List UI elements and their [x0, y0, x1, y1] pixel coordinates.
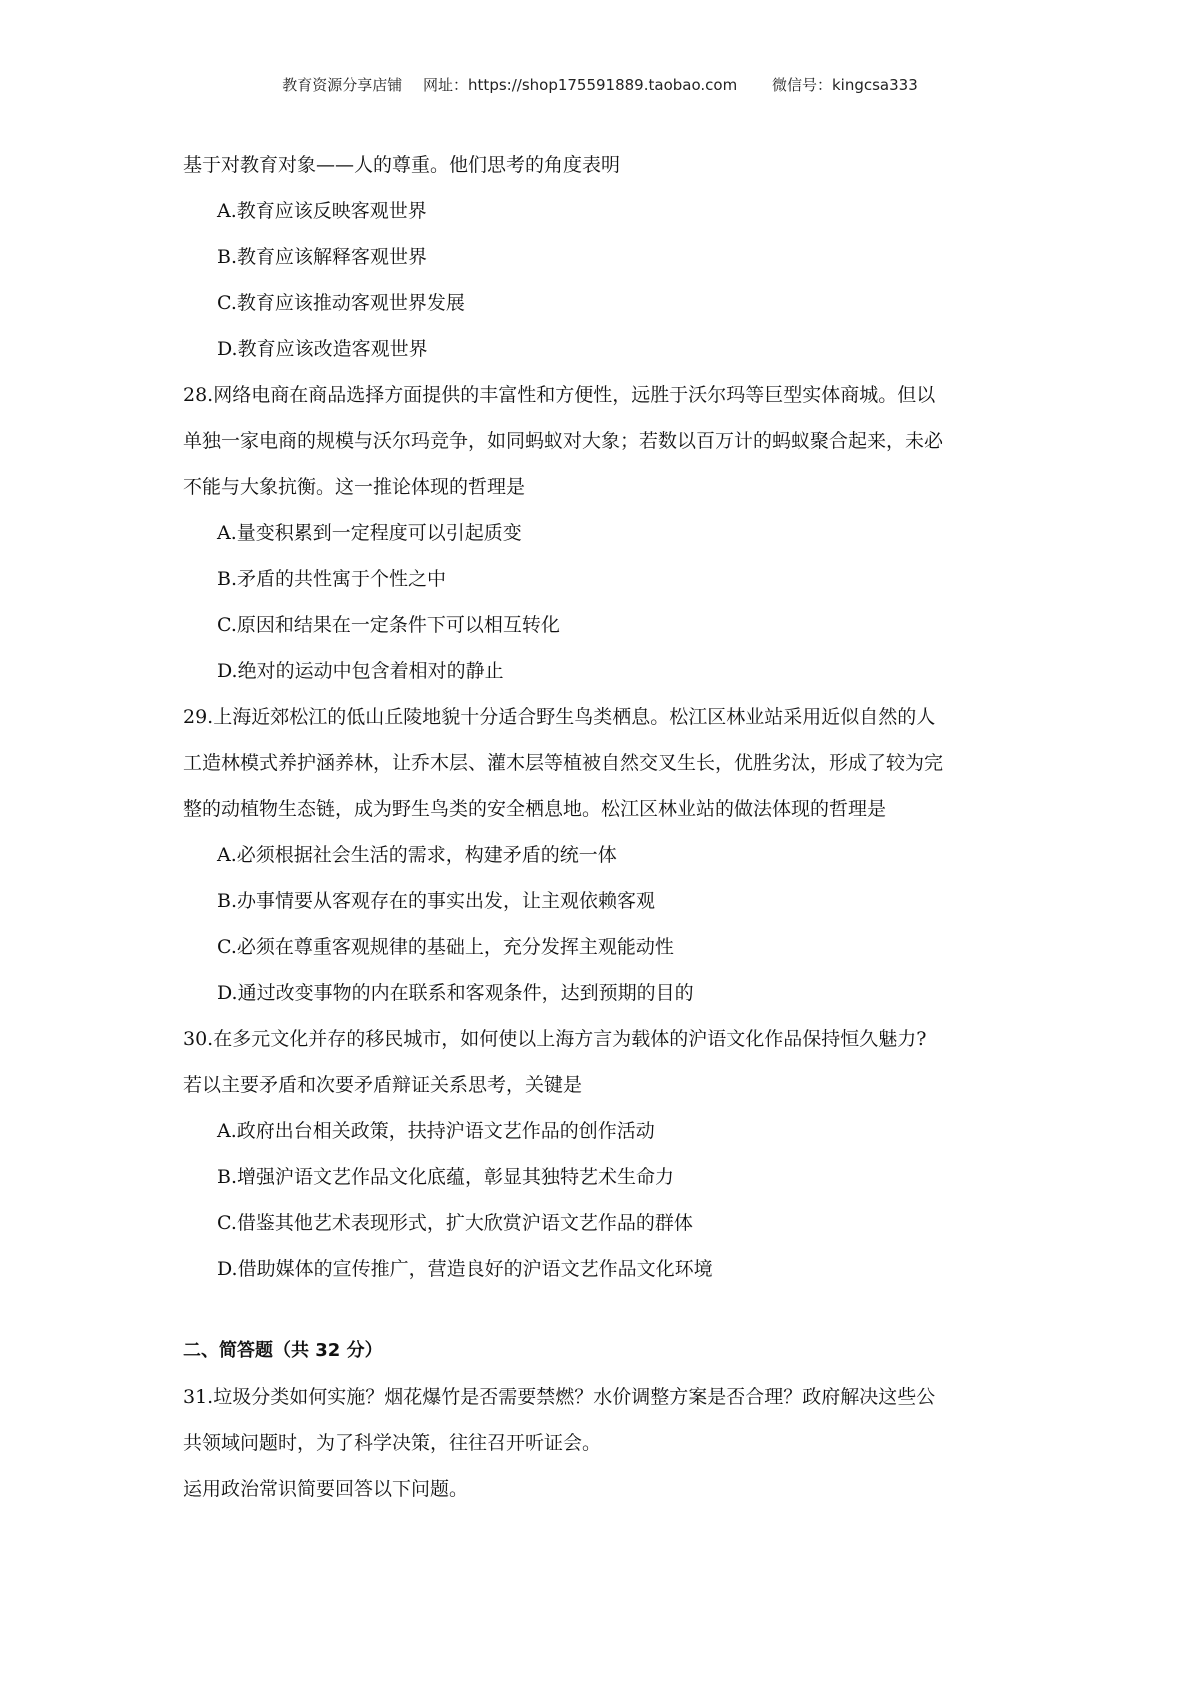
q31-line-2: 共领域问题时，为了科学决策，往往召开听证会。	[183, 1432, 602, 1454]
q28-option-d: D.绝对的运动中包含着相对的静止	[217, 660, 504, 682]
q30-option-d: D.借助媒体的宣传推广，营造良好的沪语文艺作品文化环境	[217, 1258, 713, 1280]
header-shop: 教育资源分享店铺	[282, 76, 403, 94]
q30-line-2: 若以主要矛盾和次要矛盾辩证关系思考，关键是	[183, 1074, 583, 1096]
q29-line-2: 工造林模式养护涵养林，让乔木层、灌木层等植被自然交叉生长，优胜劣汰，形成了较为完	[183, 752, 944, 774]
q27-option-c: C.教育应该推动客观世界发展	[217, 292, 465, 314]
q31-line-3: 运用政治常识简要回答以下问题。	[183, 1478, 469, 1500]
q28-line-1: 28.网络电商在商品选择方面提供的丰富性和方便性，远胜于沃尔玛等巨型实体商城。但以	[183, 384, 936, 406]
q29-line-3: 整的动植物生态链，成为野生鸟类的安全栖息地。松江区林业站的做法体现的哲理是	[183, 798, 887, 820]
document-body	[183, 142, 1027, 1512]
page-header	[0, 74, 1200, 95]
q29-option-d: D.通过改变事物的内在联系和客观条件，达到预期的目的	[217, 982, 694, 1004]
q30-option-b: B.增强沪语文艺作品文化底蕴，彰显其独特艺术生命力	[217, 1166, 675, 1188]
q29-option-c: C.必须在尊重客观规律的基础上，充分发挥主观能动性	[217, 936, 674, 958]
header-url: 网址：https://shop175591889.taobao.com	[423, 76, 738, 94]
section-title: 二、简答题（共 32 分）	[183, 1340, 383, 1361]
q28-option-a: A.量变积累到一定程度可以引起质变	[217, 522, 522, 544]
q28-line-3: 不能与大象抗衡。这一推论体现的哲理是	[183, 476, 526, 498]
q28-option-b: B.矛盾的共性寓于个性之中	[217, 568, 447, 590]
q28-line-2: 单独一家电商的规模与沃尔玛竞争，如同蚂蚁对大象；若数以百万计的蚂蚁聚合起来，未必	[183, 430, 944, 452]
q27-option-d: D.教育应该改造客观世界	[217, 338, 428, 360]
q30-line-1: 30.在多元文化并存的移民城市，如何使以上海方言为载体的沪语文化作品保持恒久魅力?	[183, 1028, 927, 1050]
q28-option-c: C.原因和结果在一定条件下可以相互转化	[217, 614, 560, 636]
q29-option-a: A.必须根据社会生活的需求，构建矛盾的统一体	[217, 844, 617, 866]
q29-option-b: B.办事情要从客观存在的事实出发，让主观依赖客观	[217, 890, 656, 912]
q31-line-1: 31.垃圾分类如何实施？烟花爆竹是否需要禁燃？水价调整方案是否合理？政府解决这些公	[183, 1386, 936, 1408]
q29-line-1: 29.上海近郊松江的低山丘陵地貌十分适合野生鸟类栖息。松江区林业站采用近似自然的人	[183, 706, 936, 728]
header-wechat: 微信号：kingcsa333	[771, 76, 918, 94]
q30-option-a: A.政府出台相关政策，扶持沪语文艺作品的创作活动	[217, 1120, 655, 1142]
q27-option-b: B.教育应该解释客观世界	[217, 246, 428, 268]
section-spacer	[183, 1292, 1027, 1328]
q30-option-c: C.借鉴其他艺术表现形式，扩大欣赏沪语文艺作品的群体	[217, 1212, 693, 1234]
q27-stem: 基于对教育对象——人的尊重。他们思考的角度表明	[183, 154, 621, 176]
q27-option-a: A.教育应该反映客观世界	[217, 200, 427, 222]
